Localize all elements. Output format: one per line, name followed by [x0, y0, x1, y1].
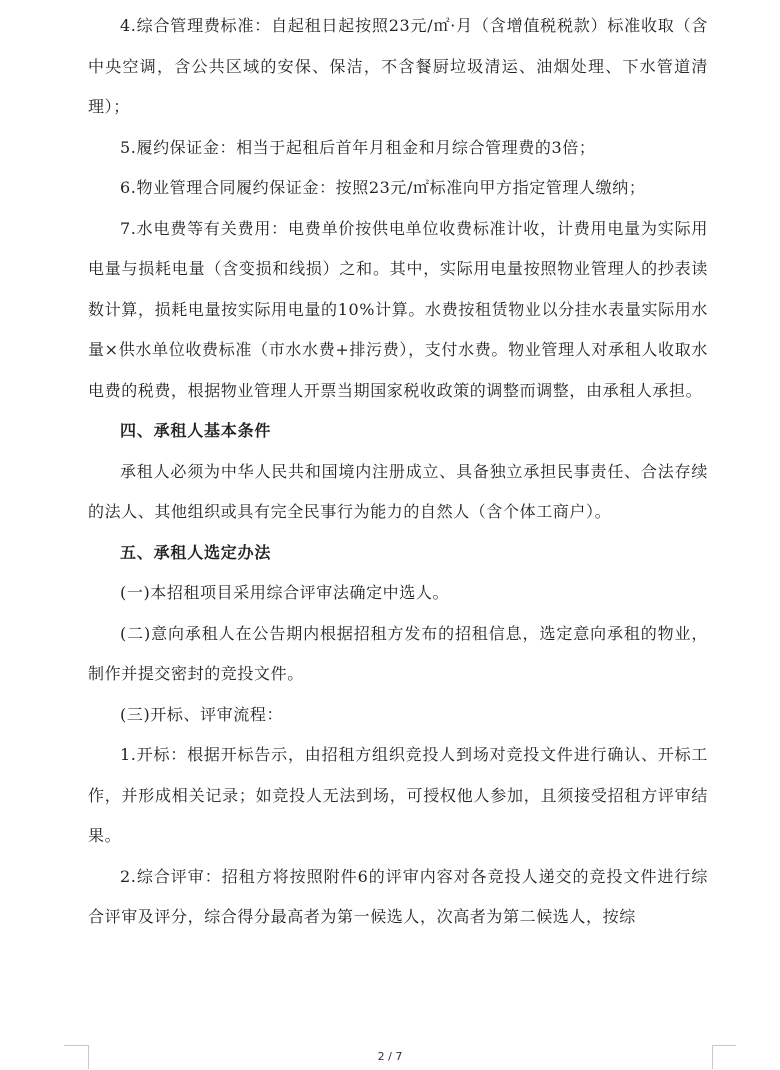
paragraph-bid-opening: 1.开标：根据开标告示，由招租方组织竞投人到场对竞投文件进行确认、开标工作，并形成相关记录；如竞投人无法到场，可授权他人参加，且须接受招租方评审结果。: [88, 745, 708, 845]
document-body: [88, 6, 708, 938]
paragraph-performance-deposit: 5.履约保证金：相当于起租后首年月租金和月综合管理费的3倍；: [120, 137, 596, 157]
paragraph-evaluation-method: (一)本招租项目采用综合评审法确定中选人。: [120, 583, 450, 602]
paragraph-utility-fees: 7.水电费等有关费用：电费单价按供电单位收费标准计收，计费用电量为实际用电量与损耗电量（含变损和线损）之和。其中，实际用电量按照物业管理人的抄表读数计算，损耗电量按实际用电量的10%计算。水费按租赁物业以分挂水表量实际用水量×供水单位收费标准（市水水费+排污费），支付水费。物业管理人对承租人收取水电费的税费，根据物业管理人开票当期国家税收政策的调整而调整，由承租人承担。: [88, 218, 708, 400]
right-margin-corner-mark-horizontal: [712, 1045, 736, 1046]
paragraph-opening-process: (三)开标、评审流程：: [120, 704, 284, 724]
paragraph-management-fee: 4.综合管理费标准：自起租日起按照23元/㎡·月（含增值税税款）标准收取（含中央空调，含公共区域的安保、保洁，不含餐厨垃圾清运、油烟处理、下水管道清理）；: [88, 16, 708, 116]
paragraph-comprehensive-review: 2.综合评审：招租方将按照附件6的评审内容对各竞投人递交的竞投文件进行综合评审及评分，综合得分最高者为第一候选人，次高者为第二候选人，按综: [88, 866, 708, 926]
page-number: 2 / 7: [377, 1050, 403, 1063]
section-heading-selection-method: 五、承租人选定办法: [120, 542, 272, 562]
paragraph-bid-submission: (二)意向承租人在公告期内根据招租方发布的招租信息，选定意向承租的物业，制作并提交密封的竞投文件。: [88, 623, 708, 683]
paragraph-tenant-requirements: 承租人必须为中华人民共和国境内注册成立、具备独立承担民事责任、合法存续的法人、其他组织或具有完全民事行为能力的自然人（含个体工商户）。: [88, 461, 708, 521]
section-heading-tenant-conditions: 四、承租人基本条件: [120, 421, 272, 440]
paragraph-property-contract-deposit: 6.物业管理合同履约保证金：按照23元/㎡标准向甲方指定管理人缴纳；: [120, 178, 646, 197]
left-margin-corner-mark-horizontal: [64, 1045, 88, 1046]
